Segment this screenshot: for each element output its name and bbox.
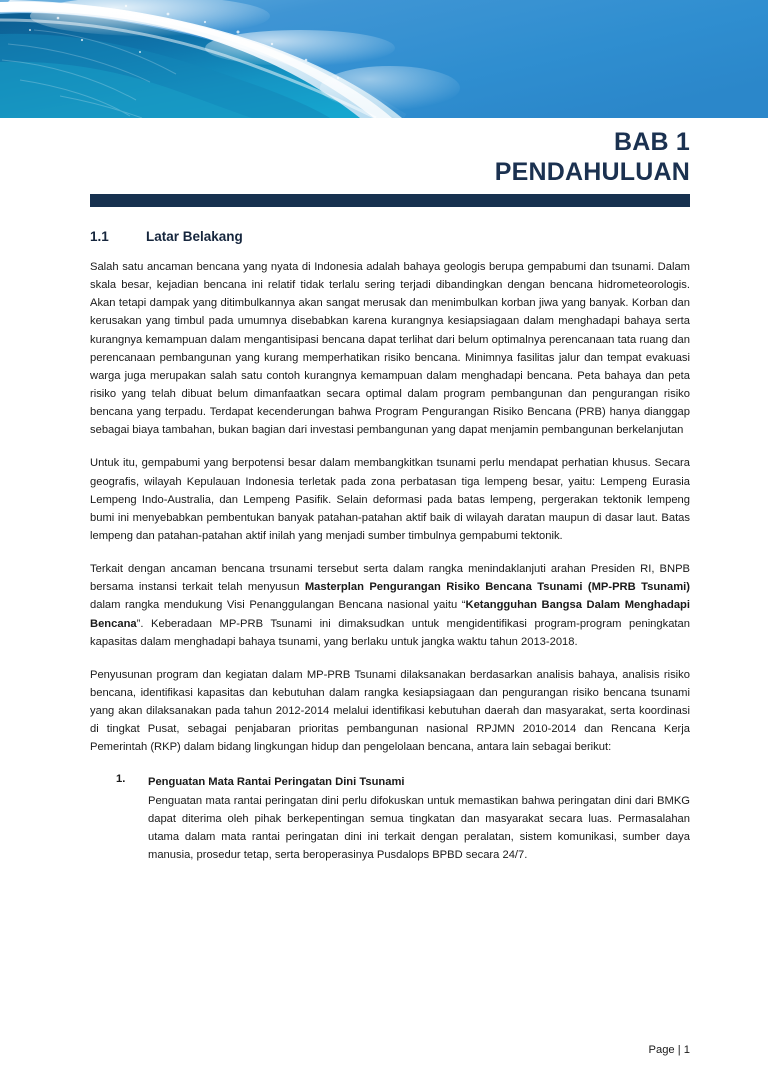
section-number: 1.1 bbox=[90, 229, 109, 244]
paragraph-3-text-1: Terkait dengan ancaman bencana trsunami tersebut serta dalam rangka menindaklanjuti arahan Presiden RI, BNPB bersama instansi terkait telah menyusun bbox=[90, 563, 690, 594]
list-item-marker: 1. bbox=[116, 772, 126, 785]
paragraph-3-text-3: ”. Keberadaan MP-PRB Tsunami ini dimaksudkan untuk mengidentifikasi program-program peningkatan kapasitas dalam menghadapi bahaya tsunami, yang berlaku untuk jangka waktu tahun 2013-2018. bbox=[90, 617, 690, 648]
section-title: Latar Belakang bbox=[146, 229, 243, 244]
paragraph-2: Untuk itu, gempabumi yang berpotensi besar dalam membangkitkan tsunami perlu mendapat perhatian khusus. Secara geografis, wilayah Kepulauan Indonesia terletak pada zona perbatasan tiga lempeng besar, yaitu: Lempeng Eurasia Lempeng Indo-Australia, dan Lempeng Pasifik. Selain deformasi pada batas lempeng, pergerakan tektonik lempeng bumi ini menyebabkan pembentukan banyak patahan-patahan aktif baik di wilayah daratan maupun di dasar laut. Batas lempeng dan patahan-patahan aktif inilah yang menjadi sumber timbulnya gempabumi tektonik. bbox=[90, 457, 690, 542]
page-number-label: Page | 1 bbox=[648, 1044, 690, 1056]
list-item-title: Penguatan Mata Rantai Peringatan Dini Tsunami bbox=[148, 775, 405, 788]
section-heading bbox=[90, 229, 690, 244]
list-item-body: Penguatan mata rantai peringatan dini perlu difokuskan untuk memastikan bahwa peringatan dini dari BMKG dapat diterima oleh pihak berkepentingan semua tingkatan dan masyarakat secara luas. Permasalahan utama dalam mata rantai peringatan dini ini terkait dengan peralatan, sistem komunikasi, sumber daya manusia, prosedur tetap, serta beroperasinya Pusdalops BPBD secara 24/7. bbox=[148, 794, 690, 862]
paragraph-3-bold-1: Masterplan Pengurangan Risiko Bencana Tsunami (MP-PRB Tsunami) bbox=[304, 581, 690, 594]
paragraph-4: Penyusunan program dan kegiatan dalam MP-PRB Tsunami dilaksanakan berdasarkan analisis bahaya, analisis risiko bencana, identifikasi kapasitas dan kebutuhan dalam rangka kesiapsiagaan dan pengurangan risiko bencana tsunami yang akan dilaksanakan pada tahun 2012-2014 melalui identifikasi kebutuhan daerah dan masyarakat, serta koordinasi di tingkat Pusat, sebagai penjabaran prioritas pembangunan nasional RPJMN 2010-2014 dan Rencana Kerja Pemerintah (RKP) dalam bidang lingkungan hidup dan pengelolaan bencana, antara lain sebagai berikut: bbox=[90, 668, 690, 754]
title-divider-bar bbox=[90, 194, 690, 207]
page-footer bbox=[0, 1044, 768, 1056]
paragraph-3-bold-2: Ketangguhan Bangsa Dalam Menghadapi Bencana bbox=[90, 599, 690, 630]
paragraph-3 bbox=[90, 560, 690, 651]
chapter-number: BAB 1 bbox=[613, 128, 690, 156]
list-item bbox=[90, 773, 690, 865]
program-list bbox=[90, 773, 690, 865]
chapter-name: PENDAHULUAN bbox=[494, 157, 690, 186]
chapter-title-block bbox=[0, 118, 768, 187]
ocean-wave-illustration bbox=[0, 0, 768, 118]
page-content bbox=[0, 229, 768, 864]
header-banner-image bbox=[0, 0, 768, 118]
paragraph-3-text-2: dalam rangka mendukung Visi Penanggulangan Bencana nasional yaitu “ bbox=[90, 599, 466, 612]
paragraph-1: Salah satu ancaman bencana yang nyata di Indonesia adalah bahaya geologis berupa gempabumi dan tsunami. Dalam skala besar, kejadian bencana ini relatif tidak terlalu sering terjadi dibandingkan dengan bencana hidrometeorologis. Akan tetapi dampak yang ditimbulkannya akan sangat merusak dan menimbulkan korban jiwa yang banyak. Korban dan kerusakan yang timbul pada umumnya disebabkan karena kurangnya kesiapsiagaan dalam menghadapi bahaya serta kurangnya kemampuan dalam mengantisipasi bencana dapat terlihat dari belum optimalnya perencanaan tata ruang dan perencanaan pembangunan yang kurang memperhatikan risiko bencana. Minimnya fasilitas jalur dan tempat evakuasi warga juga merupakan salah satu contoh kurangnya kemampuan dalam menghadapi bencana. Peta bahaya dan peta risiko yang telah dibuat belum dimanfaatkan secara optimal dalam program pembangunan dan pengurangan risiko bencana yang terpadu. Terdapat kecenderungan bahwa Program Pengurangan Risiko Bencana (PRB) hanya dianggap sebagai biaya tambahan, bukan bagian dari investasi pembangunan yang dapat menjamin pembangunan berkelanjutan bbox=[90, 261, 690, 437]
